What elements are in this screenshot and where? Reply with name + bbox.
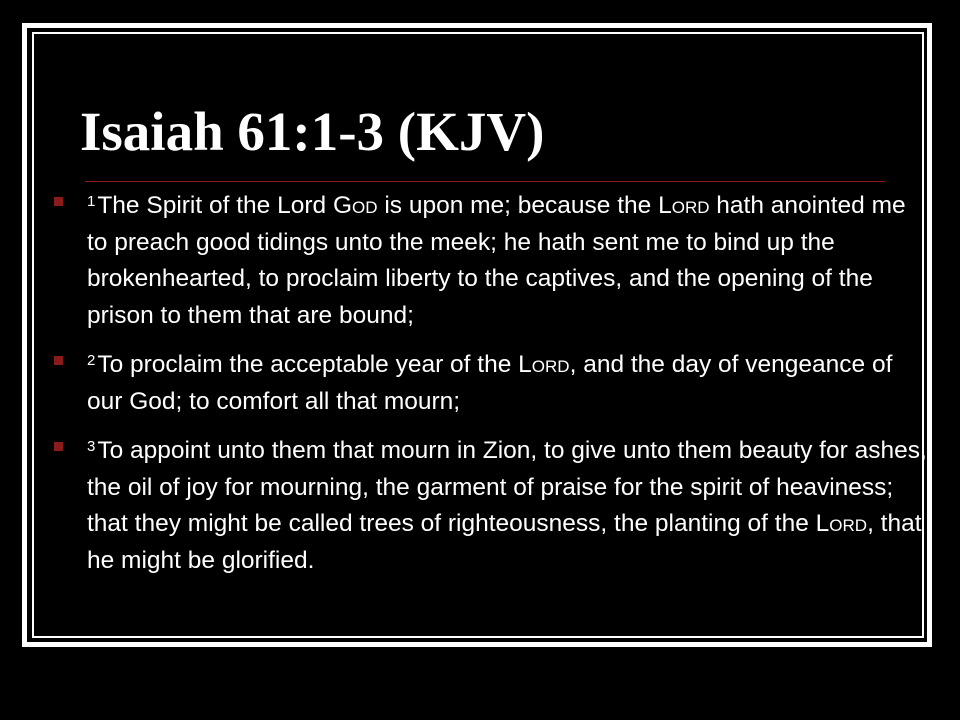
verse-text: hath anointed me to preach good tidings unto the meek; he hath sent me to bind up the brokenhearted, to proclaim liberty to the captives, and the opening of the prison to them that are bound;: [87, 192, 906, 329]
verse-text: , and the day of vengeance of our God; to comfort all that mourn;: [87, 351, 893, 415]
slide-title: Isaiah 61:1-3 (KJV): [80, 101, 545, 162]
verse-text: To appoint unto them that mourn in Zion, to give unto them beauty for ashes, the oil of joy for mourning, the garment of praise for the spirit of heaviness; that they might be called trees of righteousness, the planting of the: [87, 437, 927, 537]
verse-number: 3: [87, 438, 96, 455]
verse-divine-name: Lord: [518, 351, 570, 378]
verse-item-3: [48, 429, 928, 579]
verse-divine-name: God: [332, 192, 378, 219]
square-bullet-icon: [54, 197, 63, 206]
verse-text: The Spirit of the Lord: [97, 192, 333, 219]
verse-divine-name: Lord: [658, 192, 710, 219]
verse-divine-name: Lord: [815, 510, 868, 537]
verse-number: 2: [87, 352, 96, 369]
verse-number: 1: [87, 193, 96, 210]
square-bullet-icon: [54, 356, 63, 365]
title-divider: [85, 181, 885, 182]
verse-text: To proclaim the acceptable year of the: [97, 351, 519, 378]
verse-item-1: [48, 184, 928, 334]
verse-text: , that he might be glorified.: [87, 510, 922, 574]
square-bullet-icon: [54, 442, 63, 451]
verse-text: is upon me; because the: [377, 192, 659, 219]
verse-list: [48, 184, 928, 588]
verse-item-2: [48, 343, 928, 420]
